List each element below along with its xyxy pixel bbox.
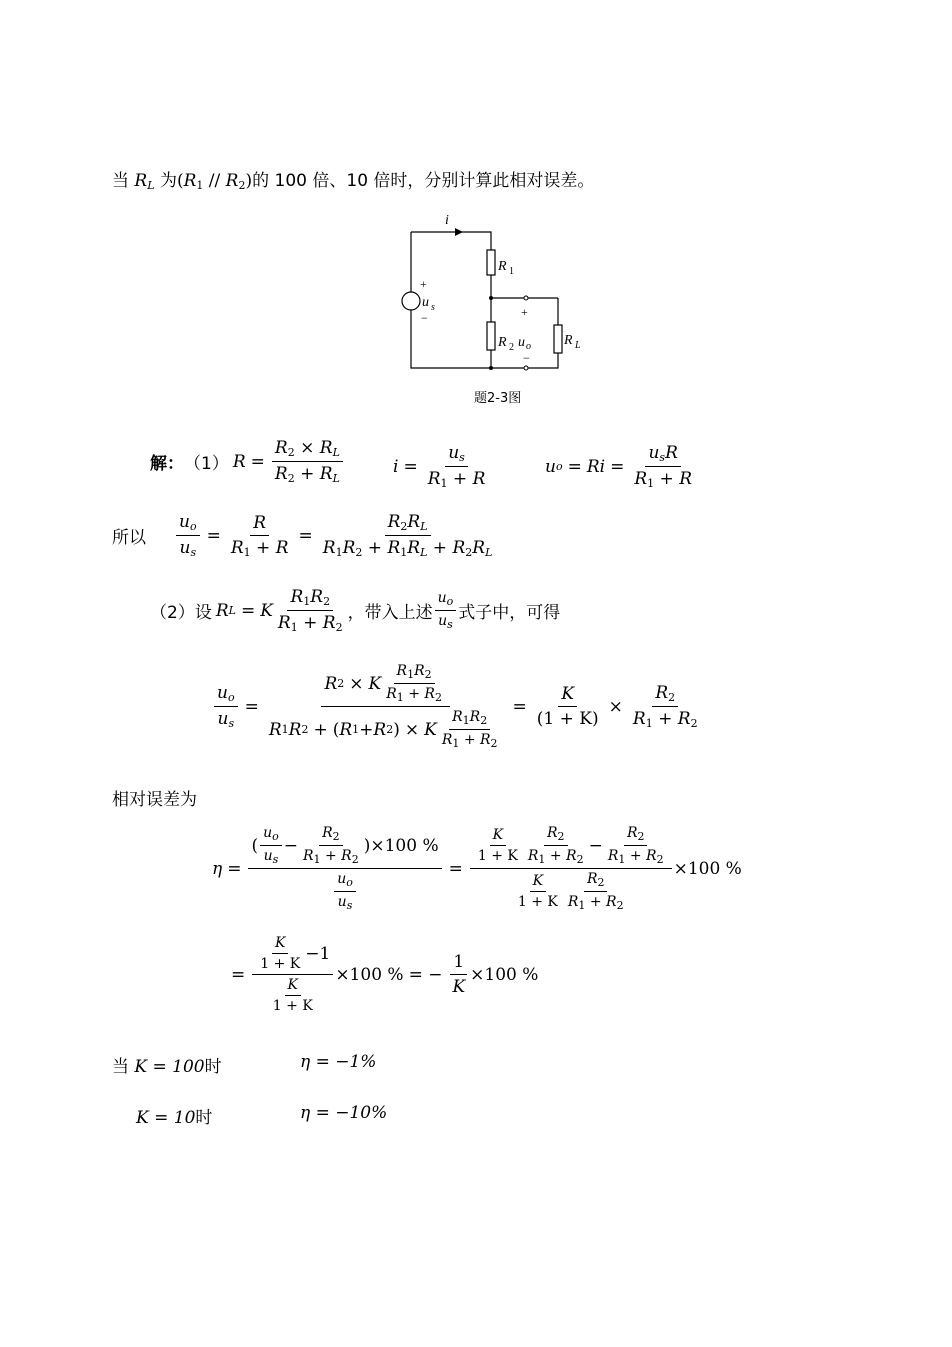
therefore: 所以 bbox=[112, 528, 146, 548]
rl-sub: L bbox=[575, 340, 581, 351]
parallel-op: // bbox=[208, 171, 221, 191]
us-plus: + bbox=[420, 277, 427, 291]
uo-plus: + bbox=[521, 305, 528, 319]
eq-current: i = $\frac{u_s}{R_1 + R}$ bbox=[393, 443, 486, 490]
sym-rl: R bbox=[134, 171, 148, 191]
eq-ratio: 所以 $\frac{u_o}{u_s}$ = $\frac{R}{R_1 + R}$ = $\frac{R_2R_L}{R_1R_2 + R_1R_L + R_2R_L}$ bbox=[112, 512, 493, 559]
r2-label: R bbox=[498, 335, 507, 350]
rel-error-label: 相对误差为 bbox=[112, 790, 197, 810]
r2-sub: 2 bbox=[509, 342, 514, 353]
rl-label: R bbox=[564, 333, 573, 348]
eq-simplify: = $\frac{K}{1 + K}$ −1 $\frac{K}{1 + K}$ ×100 % = − $\frac{1}{K}$ ×100 % bbox=[231, 935, 539, 1014]
part1-label: （1） bbox=[184, 454, 229, 474]
r-sym: R bbox=[232, 451, 246, 472]
lp: ( bbox=[176, 171, 184, 191]
us-label: u bbox=[422, 295, 429, 310]
intro-lead: 当 bbox=[112, 171, 129, 191]
sub-l: L bbox=[147, 179, 155, 192]
solution-title: 解： bbox=[150, 454, 184, 474]
uo-sub: o bbox=[526, 341, 531, 352]
current-i-label: i bbox=[445, 213, 449, 228]
case-k10: K = 10时 bbox=[136, 1108, 213, 1128]
rp: ) bbox=[245, 171, 253, 191]
us-sub: s bbox=[431, 302, 435, 313]
figure-caption: 题2-3图 bbox=[474, 391, 522, 406]
r-fraction: $\frac{R_2 \times R_L}{R_2 + R_L}$ bbox=[272, 438, 343, 485]
us-minus: − bbox=[421, 311, 428, 325]
eq-part1 bbox=[150, 438, 345, 485]
case-k100: 当 K = 100时 bbox=[112, 1057, 222, 1077]
intro-line bbox=[112, 166, 594, 192]
eq-uo: u o = R i = $\frac{u_sR}{R_1 + R}$ bbox=[545, 443, 693, 490]
circuit-diagram bbox=[395, 210, 595, 380]
intro-tail: 的 100 倍、10 倍时，分别计算此相对误差。 bbox=[252, 171, 595, 191]
case-k100-result: η = −1% bbox=[300, 1052, 377, 1072]
case-k10-result: η = −10% bbox=[300, 1103, 388, 1123]
uo-minus: − bbox=[523, 351, 530, 365]
r1-sub: 1 bbox=[509, 266, 514, 277]
eq-substitution: $\frac{u_o}{u_s}$ = R 2 × K $\frac{R_1R_2}{R_1 + R_2}$ R 1 R 2 + ( R 1 + R 2 ) × K $\frac{R_1R_2}{R_1 + R_2}$ = $\frac{K}{(1 + K)}$ × $\frac{R_2}{R_1 + R_2}$ bbox=[212, 663, 703, 750]
sym-r2: R bbox=[225, 171, 239, 191]
eq: = bbox=[250, 451, 265, 472]
sub-1: 1 bbox=[196, 179, 204, 192]
eq-eta: η = ( $\frac{u_o}{u_s}$ − $\frac{R_2}{R_1 + R_2}$ ) ×100 % $\frac{u_o}{u_s}$ = $\frac{K}{1 + K}$ $\frac{R_2}{R_1 + R_2}$ − $\frac{R_2}{R_1 + R_2}$ $\frac{K}{1 + K}$ $\frac{R_2}{R_1 + R_2}$ ×100 % bbox=[212, 825, 742, 912]
sym-r1: R bbox=[183, 171, 197, 191]
sub-2: 2 bbox=[238, 179, 246, 192]
uo-label: u bbox=[518, 335, 525, 350]
r1-label: R bbox=[498, 259, 507, 274]
eq-part2-setup: （2）设 R L = K $\frac{R_1R_2}{R_1 + R_2}$ ，带入上述 $\frac{u_o}{u_s}$ 式子中，可得 bbox=[150, 587, 561, 634]
intro-mid: 为 bbox=[159, 171, 177, 191]
